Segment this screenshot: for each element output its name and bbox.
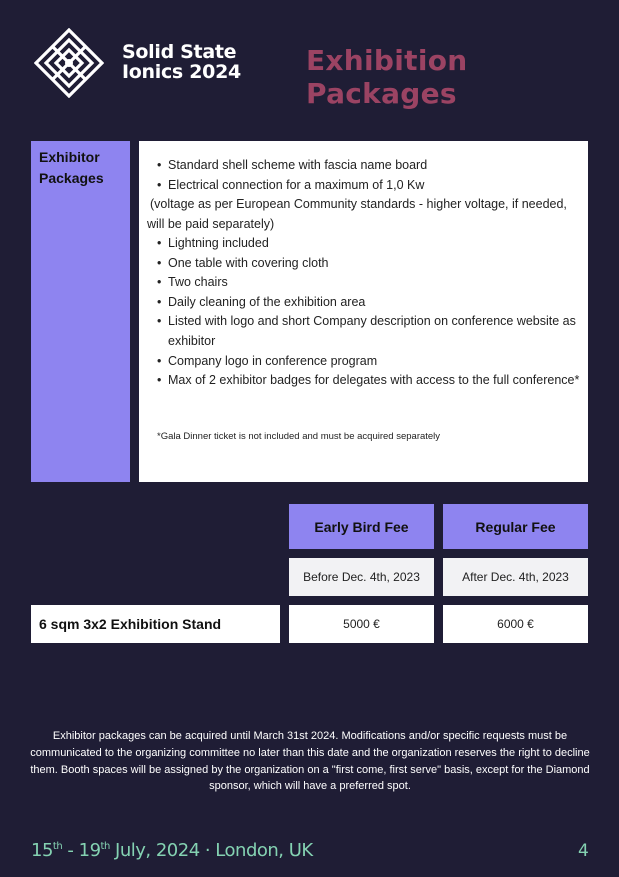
early-bird-fee-header: Early Bird Fee <box>289 504 434 549</box>
label-line1: Exhibitor <box>39 149 100 165</box>
list-item: • Company logo in conference program <box>157 353 378 368</box>
list-item: • One table with covering cloth <box>157 255 329 270</box>
regular-fee-header: Regular Fee <box>443 504 588 549</box>
package-list-b <box>139 234 584 391</box>
regular-price: 6000 € <box>443 605 588 643</box>
exhibition-stand-label: 6 sqm 3x2 Exhibition Stand <box>31 605 280 643</box>
page-title: Exhibition Packages <box>306 44 468 110</box>
brand-line2: Ionics 2024 <box>122 61 241 83</box>
list-item: • Standard shell scheme with fascia name board <box>157 158 428 172</box>
regular-deadline: After Dec. 4th, 2023 <box>443 558 588 596</box>
early-bird-price: 5000 € <box>289 605 434 643</box>
package-list-a <box>139 156 588 195</box>
gala-dinner-note: *Gala Dinner ticket is not included and must be acquired separately <box>157 431 441 442</box>
list-item: • Lightning included <box>157 236 269 250</box>
solid-state-ionics-logo-icon <box>34 28 104 98</box>
list-item: • Listed with logo and short Company description on conference website as exhibitor <box>157 314 576 348</box>
list-item: • Two chairs <box>157 275 228 290</box>
event-dates: 15th - 19th July, 2024 · London, UK <box>31 840 313 861</box>
list-item: • Electrical connection for a maximum of 1,0 Kw <box>157 177 425 192</box>
label-line2: Packages <box>39 170 104 186</box>
brand-name <box>122 42 241 82</box>
exhibitor-packages-label-box <box>31 141 130 482</box>
list-item: • Max of 2 exhibitor badges for delegates with access to the full conference* <box>157 373 580 388</box>
page-number: 4 <box>578 841 589 861</box>
list-item: • Daily cleaning of the exhibition area <box>157 294 366 309</box>
exhibitor-packages-label <box>39 147 129 189</box>
brand-line1: Solid State <box>122 41 237 63</box>
footer-note: Exhibitor packages can be acquired until March 31st 2024. Modifications and/or specific requests must be communicated to the organizing committee no later than this date and the organization reserves the right to decline them. Booth spaces will be assigned by the organization on a "first come, first serve" basis, except for the Diamond sponsor, which will have a preferred spot. <box>30 730 590 793</box>
voltage-note: (voltage as per European Community standards - higher voltage, if needed, will be paid separately) <box>147 197 567 231</box>
package-contents-box <box>139 141 588 482</box>
early-bird-deadline: Before Dec. 4th, 2023 <box>289 558 434 596</box>
